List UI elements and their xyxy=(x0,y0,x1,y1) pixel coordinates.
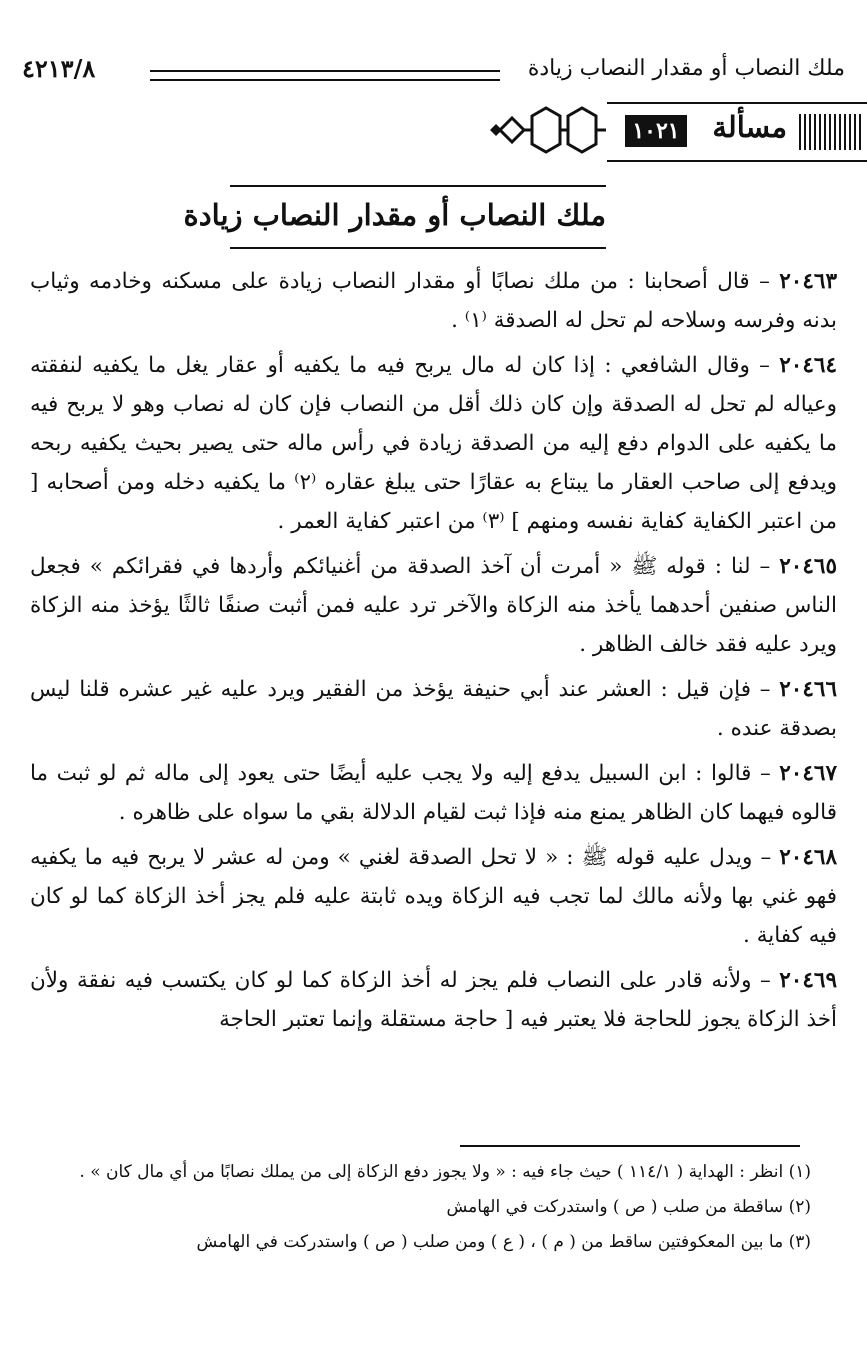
paragraph-text: – ولأنه قادر على النصاب فلم يجز له أخذ الزكاة كما لو كان يكتسب فيه نفقة ولأن أخذ الزكاة يجوز للحاجة فلا يعتبر فيه [ حاجة مستقلة وإنما تعتبر الحاجة xyxy=(30,968,837,1032)
star-ornament-icon xyxy=(488,102,606,158)
footnote: (٢) ساقطة من صلب ( ص ) واستدركت في الهامش xyxy=(446,1197,811,1217)
paragraph-text: – وقال الشافعي : إذا كان له مال يربح فيه ما يكفيه أو عقار يغل ما يكفيه لنفقته وعياله لم تحل له الصدقة وإن كان ذلك أقل من النصاب فإن كان له نصاب وهو لا يربح فيه ما يكفيه على الدوام دفع إليه من الصدقة زيادة في رأس ماله حتى يصير بحيث يكفيه ربحه ويدفع إلى صاحب العقار ما يبتاع به عقارًا حتى يبلغ عقاره ⁽٢⁾ ما يكفيه دخله ومن أصحابه [ من اعتبر الكفاية كفاية نفسه ومنهم ] ⁽٣⁾ من اعتبر كفاية العمر . xyxy=(30,353,837,534)
paragraph xyxy=(30,754,837,832)
masala-label: مسألة xyxy=(712,110,787,144)
running-title: ملك النصاب أو مقدار النصاب زيادة xyxy=(527,56,845,81)
paragraph-text: – قال أصحابنا : من ملك نصابًا أو مقدار النصاب زيادة على مسكنه وخادمه وثياب بدنه وفرسه وسلاحه لم تحل له الصدقة ⁽١⁾ . xyxy=(30,269,837,333)
paragraph-number: ٢٠٤٦٧ xyxy=(779,761,837,786)
paragraph-number: ٢٠٤٦٣ xyxy=(779,269,837,294)
paragraph-number: ٢٠٤٦٦ xyxy=(779,677,837,702)
main-text xyxy=(30,262,837,1045)
paragraph xyxy=(30,547,837,664)
paragraph-text: – قالوا : ابن السبيل يدفع إليه ولا يجب عليه أيضًا حتى يعود إلى ماله ثم لو ثبت ما قالوه فيهما كان الظاهر يمنع منه فإذا ثبت لقيام الدلالة بقي ما سواه على ظاهره . xyxy=(30,761,837,825)
footnote: (٣) ما بين المعكوفتين ساقط من ( م ) ، ( ع ) ومن صلب ( ص ) واستدركت في الهامش xyxy=(196,1232,811,1252)
paragraph xyxy=(30,670,837,748)
stripes-ornament xyxy=(799,114,861,150)
paragraph xyxy=(30,346,837,541)
masala-banner xyxy=(488,102,867,158)
paragraph xyxy=(30,262,837,340)
footnote-divider xyxy=(460,1145,800,1147)
footnotes xyxy=(30,1155,811,1260)
header-double-rule xyxy=(150,70,500,81)
masala-box xyxy=(607,102,867,162)
footnote: (١) انظر : الهداية ( ١١٤/١ ) حيث جاء فيه : « ولا يجوز دفع الزكاة إلى من يملك نصابًا من أي مال كان » . xyxy=(79,1162,811,1182)
paragraph-number: ٢٠٤٦٤ xyxy=(779,353,837,378)
section-title-box xyxy=(183,185,606,249)
paragraph-number: ٢٠٤٦٩ xyxy=(779,968,837,993)
paragraph xyxy=(30,961,837,1039)
paragraph-text: – ويدل عليه قوله ﷺ : « لا تحل الصدقة لغني » ومن له عشر لا يربح فيه ما يكفيه فهو غني بها ولأنه مالك لما تجب فيه الزكاة ويده ثابتة عليه فلم يجز أخذ الزكاة كما لو كان فيه كفاية . xyxy=(30,845,837,948)
masala-number: ١٠٢١ xyxy=(625,115,687,147)
page-reference: ٤٢١٣/٨ xyxy=(22,54,96,83)
paragraph-number: ٢٠٤٦٥ xyxy=(779,554,837,579)
paragraph xyxy=(30,838,837,955)
paragraph-number: ٢٠٤٦٨ xyxy=(779,845,837,870)
paragraph-text: – لنا : قوله ﷺ « أمرت أن آخذ الصدقة من أغنيائكم وأردها في فقرائكم » فجعل الناس صنفين أحدهما يأخذ منه الزكاة والآخر ترد عليه فمن أثبت صنفًا ثالثًا يؤخذ منه الزكاة ويرد عليه فقد خالف الظاهر . xyxy=(30,554,837,657)
section-title: ملك النصاب أو مقدار النصاب زيادة xyxy=(183,198,606,232)
running-header xyxy=(22,52,845,92)
paragraph-text: – فإن قيل : العشر عند أبي حنيفة يؤخذ من الفقير ويرد عليه غير عشره قلنا ليس بصدقة عنده . xyxy=(30,677,837,741)
